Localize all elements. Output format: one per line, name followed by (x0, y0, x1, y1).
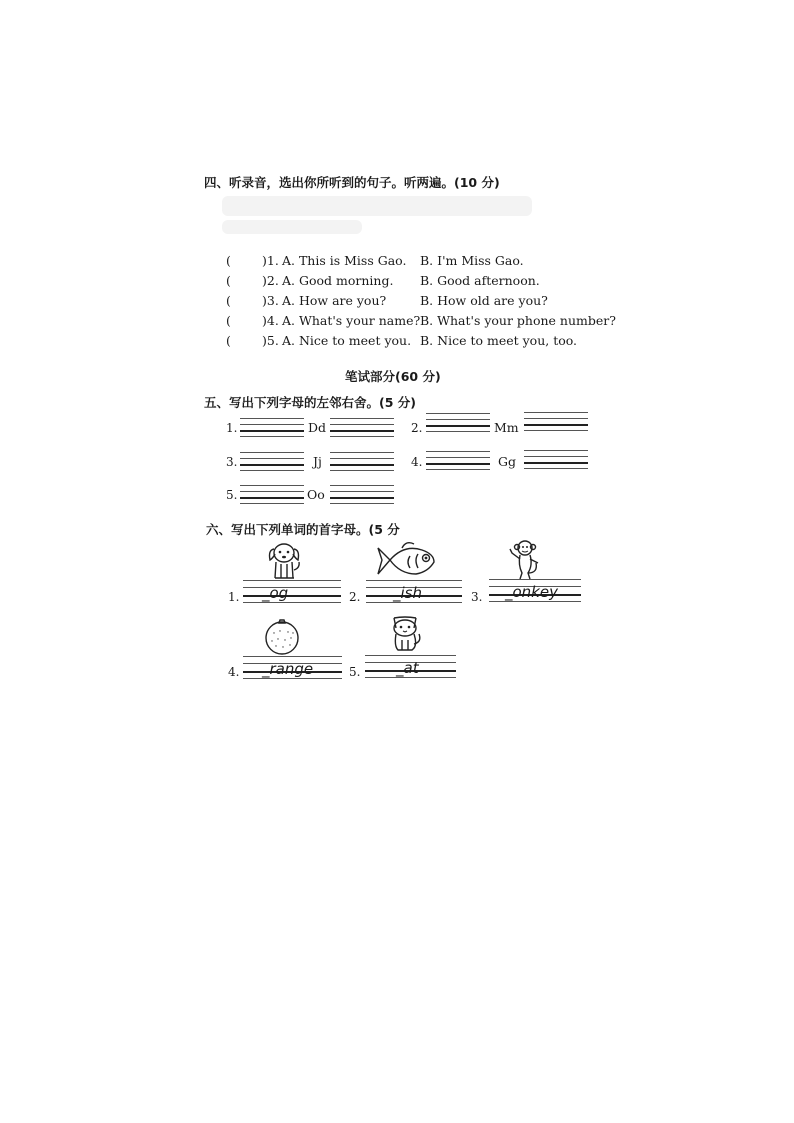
listening-question (226, 293, 606, 311)
answer-paren: ( (226, 253, 231, 268)
listening-question (226, 313, 616, 331)
item-number: 3. (471, 590, 483, 604)
orange-icon (262, 617, 302, 657)
answer-paren: ( (226, 293, 231, 308)
option-a: A. Good morning. (282, 273, 394, 288)
option-b: B. Good afternoon. (420, 273, 540, 288)
option-a: A. This is Miss Gao. (282, 253, 407, 268)
option-a: A. What's your name? (282, 313, 421, 328)
item-number: 1. (228, 590, 240, 604)
section-4-title: 四、听录音，选出你所听到的句子。听两遍。(10 分) (204, 175, 500, 190)
answer-paren: ( (226, 333, 231, 348)
item-number: 2. (349, 590, 361, 604)
given-letter: Mm (494, 420, 519, 435)
writing-line[interactable] (330, 418, 394, 440)
writing-line[interactable] (240, 418, 304, 440)
writing-line[interactable] (240, 452, 304, 474)
writing-line[interactable] (330, 452, 394, 474)
writing-line[interactable] (524, 412, 588, 434)
word-prompt: _at (396, 659, 419, 677)
option-b: B. Nice to meet you, too. (420, 333, 578, 348)
option-a: A. How are you? (282, 293, 387, 308)
option-b: B. What's your phone number? (420, 313, 616, 328)
writing-line[interactable] (330, 485, 394, 507)
question-number: )4. (262, 313, 279, 328)
writing-line[interactable] (524, 450, 588, 472)
given-letter: Jj (313, 454, 322, 469)
given-letter: Dd (308, 420, 327, 435)
listening-question (226, 273, 606, 291)
item-number: 5. (349, 665, 361, 679)
item-number: 1. (226, 421, 238, 435)
item-number: 4. (228, 665, 240, 679)
option-a: A. Nice to meet you. (282, 333, 412, 348)
section-5-title: 五、写出下列字母的左邻右舍。(5 分) (204, 395, 416, 410)
word-prompt: _og (262, 584, 289, 602)
listening-question (226, 333, 606, 351)
given-letter: Gg (498, 454, 516, 469)
item-number: 3. (226, 455, 238, 469)
answer-paren: ( (226, 273, 231, 288)
word-prompt: _ish (393, 584, 422, 602)
writing-line[interactable] (426, 451, 490, 473)
word-prompt: _onkey (505, 583, 558, 601)
option-b: B. How old are you? (420, 293, 548, 308)
writing-line[interactable] (426, 413, 490, 435)
fish-icon (376, 540, 438, 580)
monkey-icon (508, 539, 542, 581)
faded-instruction-smudge (222, 196, 532, 216)
answer-paren: ( (226, 313, 231, 328)
given-letter: Oo (307, 487, 325, 502)
item-number: 2. (411, 421, 423, 435)
section-6-title: 六、写出下列单词的首字母。(5 分 (206, 522, 400, 537)
cat-icon (388, 614, 422, 654)
writing-line[interactable] (240, 485, 304, 507)
item-number: 5. (226, 488, 238, 502)
word-prompt: _range (262, 660, 314, 678)
question-number: )3. (262, 293, 279, 308)
question-number: )1. (262, 253, 279, 268)
question-number: )2. (262, 273, 279, 288)
question-number: )5. (262, 333, 279, 348)
faded-instruction-smudge (222, 220, 362, 234)
listening-question (226, 253, 606, 271)
written-part-title: 笔试部分(60 分) (345, 369, 441, 384)
option-b: B. I'm Miss Gao. (420, 253, 524, 268)
item-number: 4. (411, 455, 423, 469)
dog-icon (264, 540, 304, 582)
writing-line[interactable] (243, 580, 341, 602)
